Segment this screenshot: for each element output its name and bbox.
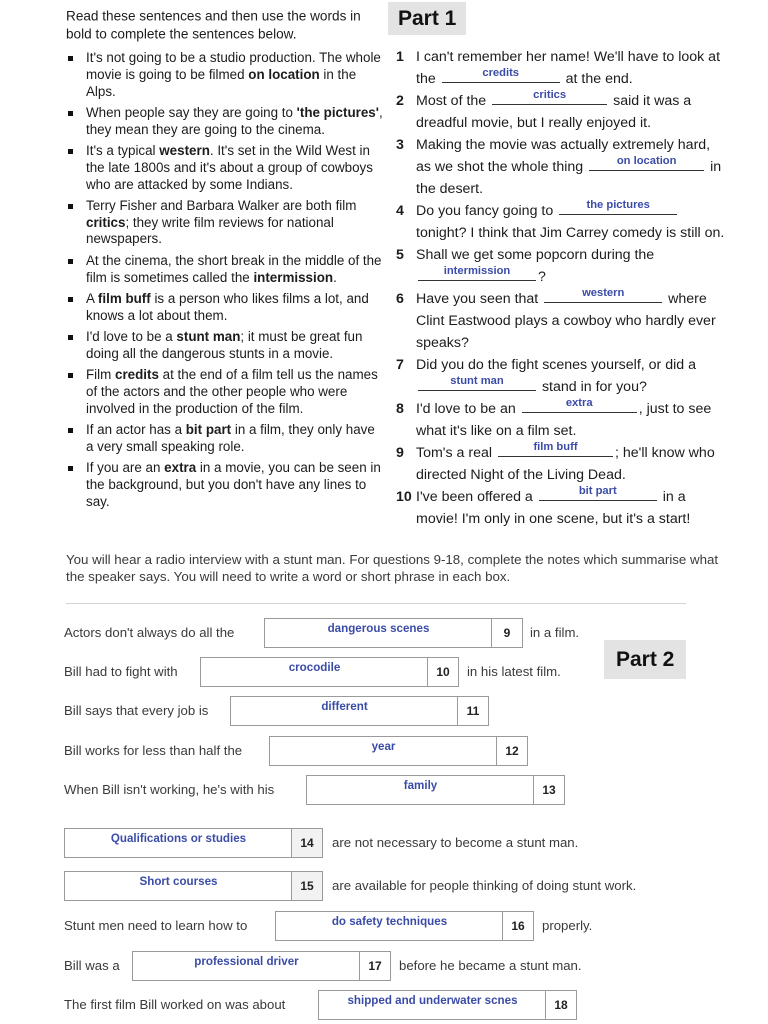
answer-blank[interactable]: bit part	[539, 487, 657, 501]
note-row	[64, 657, 604, 687]
answer-box[interactable]	[306, 775, 565, 805]
question-number: 16	[502, 912, 533, 940]
note-post: in a film.	[530, 625, 580, 640]
question-item: 4 Do you fancy going to the pictures tonight? I think that Jim Carrey comedy is still on.	[396, 199, 725, 241]
answer-text: shipped and underwater scnes	[347, 994, 518, 1007]
answer-text: different	[321, 700, 368, 713]
keyword: credits	[115, 367, 159, 383]
definition-item: At the cinema, the short break in the middle of the film is sometimes called the intermission.	[66, 253, 384, 287]
question-item: 7 Did you do the fight scenes yourself, or did a stunt man stand in for you?	[396, 357, 696, 395]
question-number: 9	[491, 619, 522, 647]
question-number: 15	[291, 872, 322, 900]
definition-item: It's a typical western. It's set in the Wild West in the late 1800s and it's about a group of cowboys who are attacked by some Indians.	[66, 143, 384, 193]
note-row	[64, 775, 584, 805]
question-number: 13	[533, 776, 564, 804]
answer-text: professional driver	[194, 955, 299, 968]
note-post: in his latest film.	[467, 664, 561, 679]
bullet-icon	[68, 259, 73, 264]
note-row	[64, 990, 584, 1020]
bullet-icon	[68, 204, 73, 209]
note-row	[64, 618, 624, 648]
note-row	[64, 911, 624, 941]
bullet-icon	[68, 466, 73, 471]
note-row	[64, 696, 504, 726]
answer-box[interactable]	[64, 871, 323, 901]
answer-text: dangerous scenes	[327, 622, 430, 635]
definition-item: I'd love to be a stunt man; it must be great fun doing all the dangerous stunts in a movie.	[66, 329, 384, 363]
note-pre: The first film Bill worked on was about	[64, 997, 286, 1012]
definition-item: A film buff is a person who likes films a lot, and knows a lot about them.	[66, 291, 384, 325]
bullet-icon	[68, 428, 73, 433]
note-pre: Bill works for less than half the	[64, 743, 243, 758]
keyword: on location	[248, 66, 320, 82]
bullet-icon	[68, 149, 73, 154]
answer-blank[interactable]: western	[544, 289, 662, 303]
question-number: 17	[359, 952, 390, 980]
note-post: are available for people thinking of doing stunt work.	[332, 878, 637, 893]
note-pre: When Bill isn't working, he's with his	[64, 782, 275, 797]
keyword: stunt man	[176, 328, 241, 344]
part2-heading: Part 2	[604, 640, 686, 679]
answer-blank[interactable]: on location	[589, 157, 704, 171]
definitions-list	[66, 50, 384, 515]
keyword: bit part	[185, 421, 232, 437]
note-row	[64, 951, 624, 981]
keyword: critics	[86, 214, 126, 230]
answer-text: Short courses	[139, 875, 218, 888]
answer-box[interactable]	[132, 951, 391, 981]
question-item: 6 Have you seen that western where Clint Eastwood plays a cowboy who hardly ever speaks?	[396, 287, 716, 351]
bullet-icon	[68, 56, 73, 61]
answer-text: Qualifications or studies	[110, 832, 247, 845]
definition-item: Film credits at the end of a film tell us the names of the actors and the other people who were involved in the production of the film.	[66, 367, 384, 417]
note-pre: Bill had to fight with	[64, 664, 178, 679]
definition-item: Terry Fisher and Barbara Walker are both film critics; they write film reviews for national newspapers.	[66, 198, 384, 248]
question-number: 11	[457, 697, 488, 725]
answer-box[interactable]	[269, 736, 528, 766]
answer-blank[interactable]: credits	[442, 69, 560, 83]
question-item: 9 Tom's a real film buff ; he'll know who directed Night of the Living Dead.	[396, 441, 715, 483]
question-item: 2 Most of the critics said it was a dreadful movie, but I really enjoyed it.	[396, 89, 692, 131]
definition-item: When people say they are going to 'the pictures', they mean they are going to the cinema.	[66, 105, 384, 139]
answer-box[interactable]	[64, 828, 323, 858]
bullet-icon	[68, 335, 73, 340]
note-pre: Bill was a	[64, 958, 120, 973]
question-item: 10 I've been offered a bit part in a movie! I'm only in one scene, but it's a start!	[396, 485, 691, 527]
question-number: 10	[427, 658, 458, 686]
definition-item: It's not going to be a studio production. The whole movie is going to be filmed on location in the Alps.	[66, 50, 384, 100]
answer-text: family	[403, 779, 438, 792]
keyword: western	[159, 142, 210, 158]
note-post: before he became a stunt man.	[399, 958, 582, 973]
note-row	[64, 871, 724, 901]
answer-blank[interactable]: critics	[492, 91, 607, 105]
note-pre: Stunt men need to learn how to	[64, 918, 248, 933]
note-post: are not necessary to become a stunt man.	[332, 835, 579, 850]
question-number: 12	[496, 737, 527, 765]
keyword: intermission	[253, 269, 334, 285]
keyword: extra	[164, 460, 197, 476]
keyword: film buff	[97, 290, 151, 306]
note-pre: Bill says that every job is	[64, 703, 209, 718]
question-item: 5 Shall we get some popcorn during the intermission ?	[396, 247, 655, 285]
question-item: 3 Making the movie was actually extremely hard, as we shot the whole thing on location in the desert.	[396, 137, 722, 197]
bullet-icon	[68, 111, 73, 116]
answer-text: do safety techniques	[331, 915, 448, 928]
sentence-questions-list	[396, 46, 726, 530]
part1-heading: Part 1	[388, 2, 466, 35]
note-row	[64, 828, 644, 858]
bullet-icon	[68, 297, 73, 302]
answer-text: year	[371, 740, 396, 753]
answer-box[interactable]	[275, 911, 534, 941]
part1-instruction: Read these sentences and then use the words in bold to complete the sentences below.	[66, 8, 361, 42]
keyword: 'the pictures'	[296, 104, 379, 120]
note-row	[64, 736, 544, 766]
definition-item: If you are an extra in a movie, you can be seen in the background, but you don't have any lines to say.	[66, 460, 384, 510]
answer-box[interactable]	[318, 990, 577, 1020]
answer-blank[interactable]: film buff	[498, 443, 613, 457]
question-item: 1 I can't remember her name! We'll have to look at the credits at the end.	[396, 49, 721, 87]
bullet-icon	[68, 373, 73, 378]
answer-blank[interactable]: the pictures	[559, 201, 677, 215]
question-item: 8 I'd love to be an extra , just to see what it's like on a film set.	[396, 397, 712, 439]
answer-box[interactable]	[264, 618, 523, 648]
answer-box[interactable]	[230, 696, 489, 726]
definition-item: If an actor has a bit part in a film, they only have a very small speaking role.	[66, 422, 384, 456]
question-number: 14	[291, 829, 322, 857]
part2-instruction: You will hear a radio interview with a stunt man. For questions 9-18, complete the notes which summarise what the speaker says. You will need to write a word or short phrase in each box.	[66, 552, 719, 584]
question-number: 18	[545, 991, 576, 1019]
answer-blank[interactable]: stunt man	[418, 377, 536, 391]
answer-box[interactable]	[200, 657, 459, 687]
note-post: properly.	[542, 918, 593, 933]
answer-blank[interactable]: extra	[522, 399, 637, 413]
answer-text: crocodile	[288, 661, 341, 674]
answer-blank[interactable]: intermission	[418, 267, 536, 281]
divider	[66, 603, 686, 604]
note-pre: Actors don't always do all the	[64, 625, 235, 640]
